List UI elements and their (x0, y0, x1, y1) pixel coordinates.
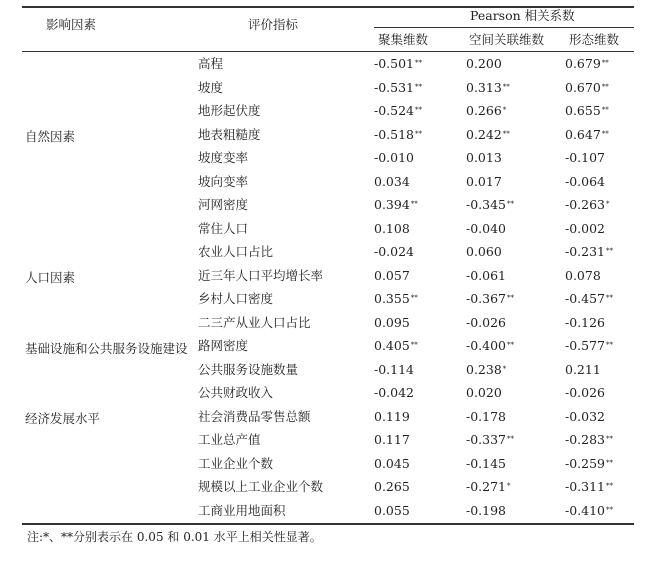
indicator-cell: 工业总产值 (198, 432, 261, 447)
significance-mark: ** (415, 82, 423, 91)
value-text: 0.034 (374, 173, 410, 189)
indicator-cell: 地表粗糙度 (198, 126, 261, 142)
table-row (22, 359, 634, 383)
header-rule (22, 51, 634, 52)
table-row (22, 100, 634, 124)
significance-mark: ** (415, 59, 423, 67)
value-text: -0.337 (466, 432, 507, 447)
value-text: 0.013 (466, 150, 502, 165)
significance-mark: * (606, 200, 610, 208)
value-cell (565, 409, 605, 425)
value-text: -0.002 (565, 220, 606, 236)
value-cell (565, 315, 605, 331)
value-cell (565, 197, 610, 213)
value-text: -0.263 (565, 197, 606, 212)
group-label: 自然因素 (25, 129, 76, 145)
value-text: 0.405 (374, 338, 410, 353)
value-text: -0.024 (374, 244, 415, 259)
value-text: 0.679 (565, 56, 601, 71)
value-text: -0.114 (374, 361, 415, 377)
significance-mark: ** (507, 435, 515, 443)
value-text: 0.355 (374, 291, 410, 306)
value-text: 0.055 (374, 502, 410, 518)
value-cell (374, 174, 410, 190)
value-cell (565, 127, 609, 143)
value-cell (565, 244, 613, 260)
value-cell (466, 103, 506, 119)
table-row (22, 241, 634, 265)
table-row (22, 194, 634, 218)
header-col-1: 聚集维数 (378, 32, 429, 47)
group-label: 基础设施和公共服务设施建设 (25, 340, 188, 356)
value-cell (466, 291, 514, 307)
significance-mark: ** (601, 106, 609, 114)
value-cell (565, 56, 609, 72)
value-cell (374, 362, 414, 378)
group-label: 人口因素 (25, 270, 76, 286)
value-cell (466, 174, 502, 190)
table-row (22, 476, 634, 500)
significance-mark: ** (410, 341, 418, 349)
value-text: -0.026 (466, 314, 507, 330)
value-text: -0.107 (565, 150, 606, 165)
indicator-cell: 河网密度 (198, 197, 249, 212)
value-text: 0.119 (374, 408, 410, 424)
significance-mark: ** (606, 247, 614, 255)
significance-mark: ** (507, 341, 515, 349)
value-text: -0.577 (565, 338, 606, 353)
indicator-cell: 路网密度 (198, 338, 249, 353)
table-row (22, 429, 634, 453)
value-cell (466, 56, 502, 72)
value-cell (466, 456, 506, 472)
value-text: 0.020 (466, 385, 502, 400)
significance-mark: * (502, 106, 507, 114)
significance-mark: ** (415, 129, 423, 138)
value-text: 0.060 (466, 244, 502, 259)
value-text: -0.311 (565, 479, 606, 494)
table-footnote: 注:*、**分别表示在 0.05 和 0.01 水平上相关性显著。 (27, 530, 322, 544)
value-text: 0.200 (466, 56, 502, 71)
value-text: -0.231 (565, 244, 606, 259)
value-cell (466, 315, 506, 331)
value-cell (374, 338, 418, 354)
significance-mark: ** (601, 129, 609, 138)
value-text: 0.266 (466, 103, 502, 118)
indicator-cell: 二三产从业人口占比 (198, 314, 311, 330)
value-cell (565, 103, 609, 119)
table-row (22, 218, 634, 242)
indicator-cell: 公共财政收入 (198, 385, 274, 400)
value-cell (565, 456, 613, 472)
value-cell (565, 268, 601, 284)
indicator-cell: 规模以上工业企业个数 (198, 479, 324, 494)
table-row (22, 453, 634, 477)
significance-mark: ** (601, 82, 609, 91)
value-text: -0.126 (565, 314, 606, 330)
significance-mark: ** (606, 294, 614, 302)
value-text: -0.410 (565, 502, 606, 518)
indicator-cell: 坡度变率 (198, 150, 249, 165)
value-cell (466, 127, 510, 143)
table-row (22, 382, 634, 406)
indicator-cell: 地形起伏度 (198, 103, 261, 118)
indicator-cell: 乡村人口密度 (198, 291, 274, 306)
indicator-cell: 社会消费品零售总额 (198, 408, 311, 424)
value-cell (565, 362, 601, 378)
value-text: -0.400 (466, 338, 507, 353)
value-cell (565, 503, 613, 519)
value-text: 0.095 (374, 314, 410, 330)
value-cell (374, 479, 410, 495)
indicator-cell: 工商业用地面积 (198, 502, 286, 518)
value-text: -0.283 (565, 432, 606, 447)
value-cell (466, 221, 506, 237)
value-text: 0.108 (374, 220, 410, 236)
value-text: -0.010 (374, 150, 415, 165)
significance-mark: ** (507, 200, 515, 208)
value-text: -0.345 (466, 197, 507, 212)
value-text: 0.394 (374, 197, 410, 212)
value-cell (565, 80, 609, 96)
value-text: 0.265 (374, 479, 410, 494)
table-row (22, 500, 634, 524)
indicator-cell: 坡度 (198, 79, 224, 95)
indicator-cell: 农业人口占比 (198, 244, 274, 259)
value-cell (374, 103, 422, 119)
value-cell (565, 432, 613, 448)
indicator-cell: 常住人口 (198, 220, 249, 236)
value-text: 0.045 (374, 455, 410, 471)
value-cell (466, 244, 502, 260)
value-text: 0.017 (466, 173, 502, 189)
significance-mark: ** (606, 482, 614, 490)
value-text: -0.026 (565, 385, 606, 400)
value-cell (374, 409, 410, 425)
significance-mark: ** (415, 106, 423, 114)
value-text: -0.457 (565, 291, 606, 306)
value-text: -0.518 (374, 126, 415, 142)
value-cell (565, 479, 613, 495)
value-text: -0.367 (466, 291, 507, 306)
value-text: -0.032 (565, 408, 606, 424)
indicator-cell: 高程 (198, 56, 224, 71)
value-cell (466, 479, 511, 495)
table-row (22, 335, 634, 359)
significance-mark: * (502, 364, 507, 373)
value-cell (374, 56, 422, 72)
indicator-cell: 公共服务设施数量 (198, 361, 299, 377)
significance-mark: * (507, 482, 511, 490)
header-col-3: 形态维数 (569, 32, 620, 47)
value-text: 0.238 (466, 361, 502, 377)
value-text: -0.524 (374, 103, 415, 118)
value-cell (466, 362, 506, 378)
table-row (22, 406, 634, 430)
significance-mark: ** (502, 82, 510, 91)
value-cell (565, 291, 613, 307)
indicator-cell: 近三年人口平均增长率 (198, 267, 324, 283)
significance-mark: ** (606, 341, 614, 349)
value-text: -0.178 (466, 408, 507, 424)
value-text: -0.259 (565, 455, 606, 471)
value-cell (374, 385, 414, 401)
value-text: -0.064 (565, 173, 606, 189)
value-cell (466, 80, 510, 96)
value-text: 0.078 (565, 267, 601, 283)
table-row (22, 265, 634, 289)
value-cell (374, 150, 414, 166)
value-text: 0.655 (565, 103, 601, 118)
value-cell (466, 150, 502, 166)
value-cell (374, 456, 410, 472)
value-cell (565, 338, 613, 354)
value-cell (565, 385, 605, 401)
value-text: -0.042 (374, 385, 415, 400)
pearson-subrule (374, 27, 634, 28)
significance-mark: ** (507, 294, 515, 302)
value-text: 0.211 (565, 361, 601, 377)
value-text: -0.061 (466, 267, 507, 283)
value-cell (466, 432, 514, 448)
value-cell (374, 80, 422, 96)
value-text: -0.040 (466, 220, 507, 236)
indicator-cell: 坡向变率 (198, 173, 249, 189)
value-cell (466, 197, 514, 213)
table-row (22, 124, 634, 148)
value-text: -0.198 (466, 502, 507, 518)
value-cell (565, 150, 605, 166)
header-col-2: 空间关联维数 (469, 32, 545, 47)
significance-mark: ** (606, 458, 614, 467)
value-cell (374, 503, 410, 519)
value-cell (565, 174, 605, 190)
indicator-cell: 工业企业个数 (198, 455, 274, 471)
value-text: 0.242 (466, 126, 502, 142)
value-text: -0.271 (466, 479, 507, 494)
value-cell (466, 409, 506, 425)
significance-mark: ** (601, 59, 609, 67)
value-cell (374, 127, 422, 143)
value-cell (466, 503, 506, 519)
value-cell (374, 221, 410, 237)
table-row (22, 147, 634, 171)
table-row (22, 312, 634, 336)
group-label: 经济发展水平 (25, 411, 101, 427)
value-text: -0.145 (466, 455, 507, 471)
value-cell (374, 244, 414, 260)
value-text: 0.313 (466, 79, 502, 95)
header-indicator: 评价指标 (248, 17, 299, 32)
value-text: 0.670 (565, 79, 601, 95)
value-text: -0.501 (374, 56, 415, 71)
header-factor: 影响因素 (46, 17, 97, 32)
header-pearson: Pearson 相关系数 (470, 8, 575, 23)
significance-mark: ** (410, 294, 418, 302)
value-cell (466, 268, 506, 284)
significance-mark: ** (502, 129, 510, 138)
significance-mark: ** (410, 200, 418, 208)
table-row (22, 288, 634, 312)
value-text: -0.531 (374, 79, 415, 95)
table-row (22, 171, 634, 195)
value-text: 0.117 (374, 432, 410, 447)
value-cell (374, 432, 410, 448)
significance-mark: ** (606, 435, 614, 443)
table-row (22, 53, 634, 77)
bottom-rule (22, 523, 634, 525)
value-cell (466, 338, 514, 354)
value-cell (374, 268, 410, 284)
value-cell (466, 385, 502, 401)
value-text: 0.057 (374, 267, 410, 283)
significance-mark: ** (606, 505, 614, 514)
value-cell (565, 221, 605, 237)
value-text: 0.647 (565, 126, 601, 142)
value-cell (374, 291, 418, 307)
value-cell (374, 197, 418, 213)
table-row (22, 77, 634, 101)
value-cell (374, 315, 410, 331)
